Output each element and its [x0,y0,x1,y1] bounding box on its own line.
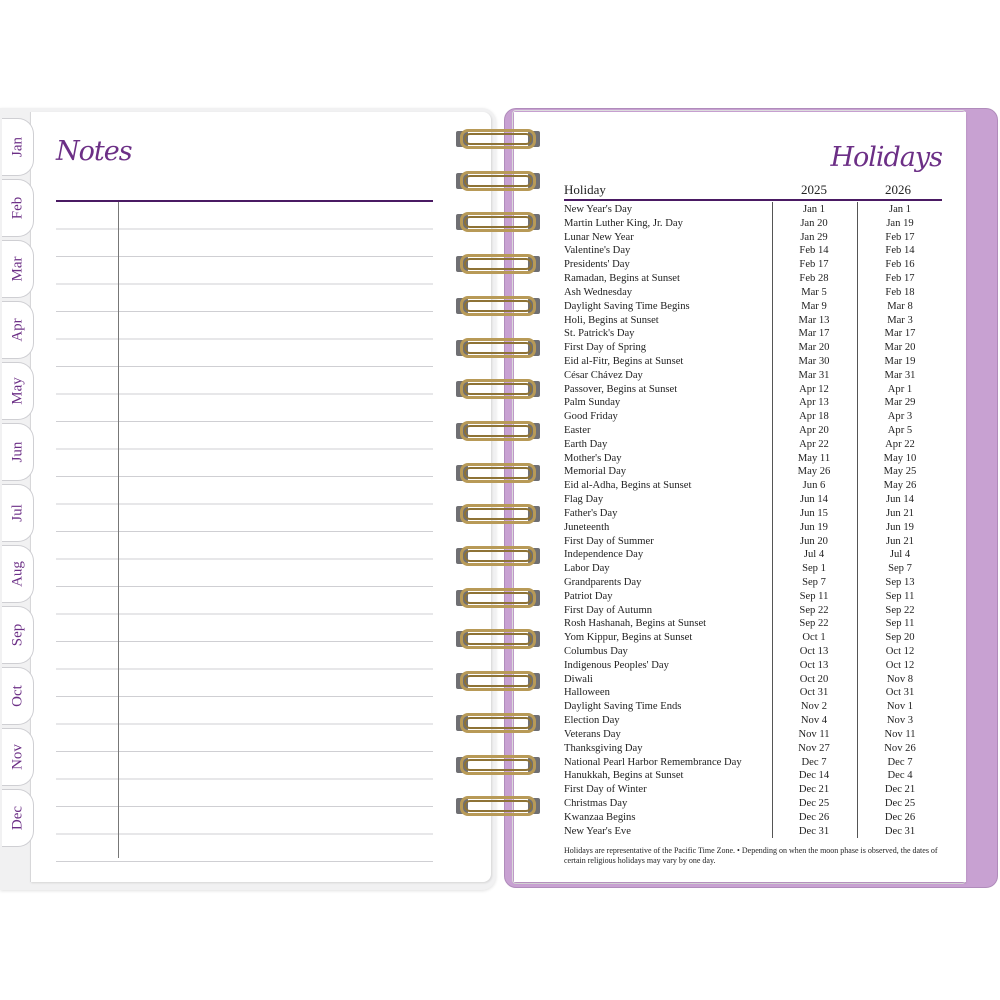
holiday-name: Martin Luther King, Jr. Day [564,217,683,229]
spiral-coil [452,712,544,734]
date-2025: Sep 11 [799,590,829,602]
holiday-name: Juneteenth [564,521,610,533]
date-2025: Sep 7 [802,576,826,588]
date-2025: Apr 22 [799,438,829,450]
date-2026: Dec 31 [884,825,916,837]
holiday-name: Ash Wednesday [564,286,633,298]
date-2025: Jun 15 [800,507,828,519]
date-2026: Oct 31 [885,687,915,699]
table-row [564,258,942,272]
date-2026: Mar 31 [884,369,916,381]
date-2025: Feb 17 [799,259,829,271]
date-2026: Feb 14 [885,245,915,257]
tab-jul[interactable]: Jul [2,484,34,542]
holiday-name: National Pearl Harbor Remembrance Day [564,756,742,768]
table-row [564,714,942,728]
holiday-name: Indigenous Peoples' Day [564,659,669,671]
table-row [564,783,942,797]
table-row [564,355,942,369]
table-row [564,479,942,493]
date-2026: Mar 20 [884,342,916,354]
date-2026: Jun 14 [886,494,914,506]
tab-sep[interactable]: Sep [2,606,34,664]
holiday-name: St. Patrick's Day [564,328,635,340]
date-2025: Mar 31 [798,369,830,381]
date-2025: Apr 13 [799,397,829,409]
holidays-title: Holidays [830,142,942,173]
month-tabs [2,118,36,878]
date-2026: Feb 17 [885,231,915,243]
holiday-name: Lunar New Year [564,231,634,243]
date-2026: Dec 21 [884,784,916,796]
spiral-coil [452,211,544,233]
date-2025: Jun 20 [800,535,828,547]
header-year-2: 2026 [885,182,911,197]
date-2026: Apr 1 [887,383,913,395]
holiday-name: Passover, Begins at Sunset [564,383,678,395]
table-row [564,314,942,328]
date-2026: May 10 [883,452,917,464]
holiday-name: Kwanzaa Begins [564,811,636,823]
table-row [564,203,942,217]
date-2025: Dec 21 [798,784,830,796]
spiral-coil [452,420,544,442]
date-2026: Sep 22 [885,604,915,616]
date-2026: Mar 29 [884,397,916,409]
notes-lines [56,202,433,862]
date-2026: Nov 26 [884,742,916,754]
holiday-name: Grandparents Day [564,576,642,588]
table-row [564,272,942,286]
date-2025: Nov 2 [800,701,828,713]
date-2025: Nov 4 [800,715,828,727]
holiday-name: Independence Day [564,549,644,561]
holiday-name: Flag Day [564,494,604,506]
holiday-name: Daylight Saving Time Begins [564,300,690,312]
holiday-name: Election Day [564,715,620,727]
date-2026: Nov 3 [886,715,914,727]
date-2026: Dec 25 [884,797,916,809]
date-2025: Sep 1 [802,563,826,575]
spiral-coil [452,670,544,692]
table-row [564,300,942,314]
spiral-coil [452,587,544,609]
date-2025: Sep 22 [799,618,829,630]
tab-aug[interactable]: Aug [2,545,34,603]
holiday-name: First Day of Winter [564,784,647,796]
holiday-name: First Day of Autumn [564,604,652,616]
date-2025: Jan 1 [802,204,826,215]
date-2025: Oct 1 [802,632,826,644]
holiday-name: Earth Day [564,438,608,450]
table-row [564,231,942,245]
date-2025: Mar 30 [798,355,830,367]
date-2025: Oct 13 [799,646,829,657]
table-row [564,396,942,410]
table-row [564,465,942,479]
holidays-table [564,203,942,838]
holiday-name: First Day of Summer [564,535,654,547]
table-row [564,728,942,742]
date-2026: Mar 8 [887,300,913,312]
holiday-name: Eid al-Adha, Begins at Sunset [564,480,692,492]
date-2025: Jun 19 [800,521,828,533]
holiday-name: Easter [564,425,591,436]
holiday-name: Hanukkah, Begins at Sunset [564,770,684,782]
date-2026: Sep 11 [885,590,915,602]
date-2026: Feb 17 [885,273,915,285]
date-2026: Mar 17 [884,328,916,340]
table-row [564,341,942,355]
date-2025: Dec 31 [798,825,830,837]
holiday-name: Memorial Day [564,466,627,478]
date-2025: Dec 26 [798,811,830,823]
table-row [564,825,942,839]
holiday-name: Daylight Saving Time Ends [564,701,682,713]
date-2026: Oct 12 [885,646,915,657]
table-row [564,286,942,300]
date-2025: Sep 22 [799,604,829,616]
date-2026: May 26 [883,480,917,492]
date-2026: Sep 20 [885,632,915,644]
holiday-name: Valentine's Day [564,245,631,257]
spiral-coil [452,378,544,400]
table-row [564,604,942,618]
holiday-name: Labor Day [564,563,610,575]
tab-dec[interactable]: Dec [2,789,34,847]
notes-title: Notes [56,136,132,167]
date-2026: Sep 13 [885,576,915,588]
date-2026: Mar 19 [884,355,916,367]
holidays-header-rule [564,199,942,201]
holiday-name: Ramadan, Begins at Sunset [564,273,680,285]
table-row [564,383,942,397]
holiday-name: César Chávez Day [564,369,643,381]
tab-jan[interactable]: Jan [2,118,34,176]
tab-apr[interactable]: Apr [2,301,34,359]
spiral-coil [452,462,544,484]
date-2025: Dec 7 [801,756,827,768]
date-2025: Jan 29 [800,231,828,243]
date-2025: Apr 20 [799,425,829,436]
holiday-name: Yom Kippur, Begins at Sunset [564,632,693,644]
date-2026: Feb 16 [885,259,915,271]
table-row [564,742,942,756]
date-2025: Feb 14 [799,245,829,257]
table-row [564,535,942,549]
tab-oct[interactable]: Oct [2,667,34,725]
date-2025: Mar 5 [801,286,827,298]
tab-feb[interactable]: Feb [2,179,34,237]
spiral-binding [452,128,544,858]
holiday-name: Veterans Day [564,728,621,740]
date-2026: Jun 21 [886,507,914,519]
table-row [564,521,942,535]
spiral-coil [452,754,544,776]
table-row [564,507,942,521]
footnote: Holidays are representative of the Pacific Time Zone. • Depending on when the moon phase is observed, the dates of certain religious holidays may vary by one day. [564,846,938,865]
date-2026: Nov 8 [886,673,914,685]
date-2026: Feb 18 [885,286,915,298]
header-year-1: 2025 [801,182,827,197]
spiral-coil [452,128,544,150]
table-row [564,797,942,811]
date-2026: May 25 [883,466,917,478]
date-2026: Nov 1 [886,701,914,713]
date-2025: Jul 4 [803,549,825,561]
holiday-name: Eid al-Fitr, Begins at Sunset [564,355,684,367]
spiral-coil [452,253,544,275]
table-row [564,369,942,383]
holiday-name: Presidents' Day [564,259,630,271]
date-2026: Sep 7 [888,563,912,575]
table-row [564,617,942,631]
date-2025: Oct 20 [799,673,829,685]
holiday-name: Palm Sunday [564,397,621,409]
spiral-coil [452,795,544,817]
table-row [564,673,942,687]
date-2026: Sep 11 [885,618,915,630]
tab-nov[interactable]: Nov [2,728,34,786]
date-2025: Mar 9 [801,300,827,312]
spiral-coil [452,628,544,650]
date-2025: Jun 6 [802,480,826,492]
date-2025: May 11 [797,452,831,464]
date-2025: Oct 31 [799,687,829,699]
table-row [564,562,942,576]
date-2025: Dec 14 [798,770,830,782]
date-2025: May 26 [797,466,831,478]
date-2026: Dec 7 [887,756,913,768]
table-row [564,686,942,700]
date-2026: Apr 22 [885,438,915,450]
holiday-name: Halloween [564,687,610,699]
table-row [564,756,942,770]
table-row [564,769,942,783]
table-row [564,493,942,507]
date-2025: Jan 20 [800,217,828,229]
holiday-name: Christmas Day [564,797,628,809]
table-row [564,438,942,452]
tab-may[interactable]: May [2,362,34,420]
spiral-coil [452,295,544,317]
date-2025: Oct 13 [799,659,829,671]
table-row [564,811,942,825]
date-2026: Dec 26 [884,811,916,823]
date-2025: Mar 13 [798,314,830,326]
holiday-name: Diwali [564,673,593,685]
spiral-coil [452,337,544,359]
date-2025: Apr 12 [799,383,829,395]
date-2026: Apr 5 [887,425,913,436]
holiday-name: Good Friday [564,411,618,423]
table-row [564,244,942,258]
date-2026: Mar 3 [887,314,913,326]
holiday-name: Holi, Begins at Sunset [564,314,659,326]
holiday-name: Mother's Day [564,452,622,464]
holiday-name: New Year's Day [564,204,633,215]
table-row [564,631,942,645]
spiral-coil [452,503,544,525]
table-row [564,410,942,424]
table-row [564,548,942,562]
table-row [564,217,942,231]
holiday-name: Father's Day [564,507,618,519]
table-row [564,424,942,438]
holiday-name: Columbus Day [564,646,628,657]
table-row [564,452,942,466]
spiral-coil [452,545,544,567]
date-2025: Nov 27 [798,742,830,754]
date-2026: Jan 1 [888,204,912,215]
date-2025: Apr 18 [799,411,829,423]
notes-header-rule [56,200,433,202]
holiday-name: New Year's Eve [564,825,631,837]
tab-mar[interactable]: Mar [2,240,34,298]
table-row [564,645,942,659]
table-row [564,576,942,590]
holiday-name: Patriot Day [564,590,613,602]
date-2025: Nov 11 [798,728,830,740]
notes-column-divider [118,202,119,858]
date-2026: Nov 11 [884,728,916,740]
date-2026: Jun 19 [886,521,914,533]
holiday-name: Rosh Hashanah, Begins at Sunset [564,618,707,630]
tab-jun[interactable]: Jun [2,423,34,481]
table-row [564,327,942,341]
date-2025: Mar 17 [798,328,830,340]
header-holiday: Holiday [564,182,606,197]
table-row [564,659,942,673]
holiday-name: Thanksgiving Day [564,742,643,754]
date-2026: Oct 12 [885,659,915,671]
date-2025: Dec 25 [798,797,830,809]
date-2026: Jan 19 [886,217,914,229]
date-2025: Jun 14 [800,494,828,506]
holiday-name: First Day of Spring [564,342,647,354]
table-row [564,590,942,604]
date-2026: Jul 4 [889,549,911,561]
spiral-coil [452,170,544,192]
date-2026: Dec 4 [887,770,913,782]
date-2025: Feb 28 [799,273,829,285]
date-2026: Jun 21 [886,535,914,547]
date-2026: Apr 3 [887,411,913,423]
table-row [564,700,942,714]
date-2025: Mar 20 [798,342,830,354]
